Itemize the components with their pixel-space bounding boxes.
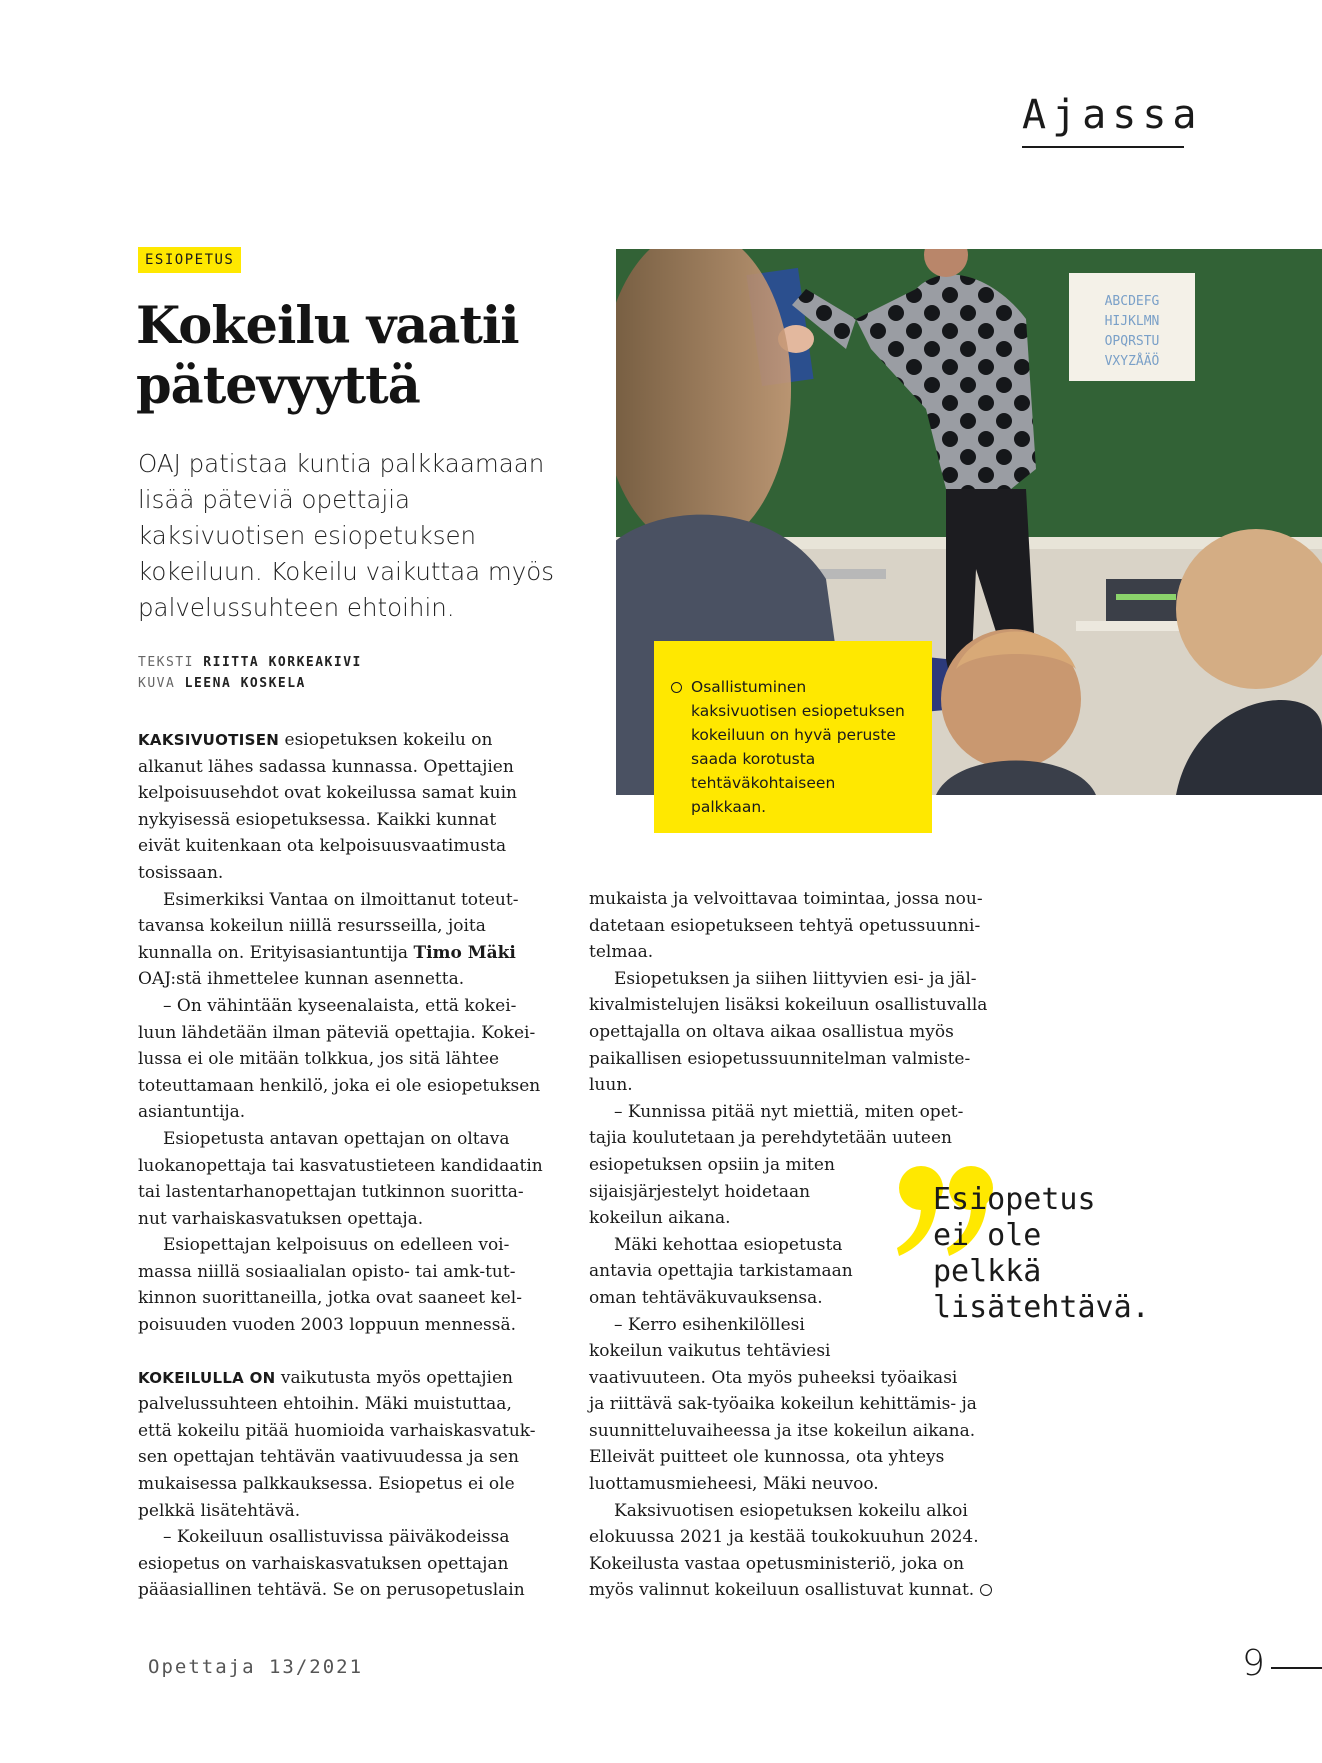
body-paragraph: – On vähintään kyseenalaista, että kokei- luun lähdetään ilman päteviä opettajia. Kokei- lussa ei ole mitään tolkkua, jos sitä lähtee toteuttamaan henkilö, joka ei ole esiopetuksen asiantuntija. [138, 995, 541, 1123]
poster-row-4: VXYZÅÄÖ [1104, 354, 1160, 369]
section-rule [1022, 146, 1184, 148]
paragraph-lead-in: KAKSIVUOTISEN [138, 731, 280, 749]
poster-row-1: ABCDEFG [1104, 294, 1160, 309]
body-column-1 [138, 727, 558, 1604]
photo-credit [138, 673, 362, 694]
body-paragraph [138, 887, 558, 993]
photo-credit-author: LEENA KOSKELA [184, 676, 306, 691]
paragraph-text: esiopetuksen kokeilu on alkanut lähes sadassa kunnassa. Opettajien kelpoisuusehdot ovat kokeilussa samat kuin nykyisessä esiopetuksessa. Kaikki kunnat eivät kuitenkaan ota kelpoisuusvaatimusta tosissaan. [138, 730, 517, 883]
category-tag: ESIOPETUS [138, 247, 241, 273]
headline [136, 296, 556, 416]
page-number: 9 [1242, 1643, 1265, 1684]
section-label: Ajassa [1022, 92, 1203, 138]
text-credit-author: RIITTA KORKEAKIVI [203, 655, 362, 670]
paragraph-text: Kaksivuotisen esiopetuksen kokeilu alkoi elokuussa 2021 ja kestää toukokuuhun 2024. Kokeilusta vastaa opetusministeriö, joka on myös valinnut kokeiluun osallistuvat kunnat. [589, 1500, 979, 1601]
body-paragraph: Mäki kehottaa esiopetusta antavia opettajia tarkistamaan oman tehtäväkuvauksensa. [589, 1234, 853, 1308]
headline-line-1: Kokeilu vaatii [136, 296, 519, 356]
paragraph-lead-in: KOKEILULLA ON [138, 1368, 276, 1387]
body-paragraph: mukaista ja velvoittavaa toimintaa, jossa nou- datetaan esiopetukseen tehtyä opetussuunni- telmaa. [589, 889, 983, 963]
person-name: Timo Mäki [413, 942, 516, 963]
body-paragraph: – Kunnissa pitää nyt miettiä, miten opet- tajia koulutetaan ja perehdytetään uuteen esiopetuksen opsiin ja miten sijaisjärjestelyt hoidetaan kokeilun aikana. [589, 1101, 964, 1229]
photo-caption [654, 641, 932, 833]
text-credit [138, 652, 362, 673]
caption-bullet-icon [671, 682, 682, 693]
pull-quote: Esiopetus ei ole pelkkä lisätehtävä. [933, 1182, 1150, 1325]
caption-text: Osallistuminen kaksivuotisen esiopetuksen kokeiluun on hyvä peruste saada korotusta tehtäväkohtaiseen palkkaan. [691, 678, 905, 816]
photo-credit-label: KUVA [138, 676, 176, 691]
paragraph-text: OAJ:stä ihmettelee kunnan asennetta. [138, 969, 465, 990]
credits [138, 652, 362, 694]
end-mark-icon [980, 1584, 992, 1596]
body-paragraph [138, 727, 558, 887]
issue-footer: Opettaja 13/2021 [148, 1656, 364, 1678]
body-paragraph: – Kerro esihenkilöllesi kokeilun vaikutus tehtäviesi vaativuuteen. Ota myös puheeksi työaikasi ja riittävä sak-työaika kokeilun kehittämis- ja suunnitteluvaiheessa ja itse kokeilun aikana. Elleivät puitteet ole kunnossa, ota yhteys luottamusmieheesi, Mäki neuvoo. [589, 1314, 977, 1495]
paragraph-text: Esimerkiksi Vantaa on ilmoittanut toteut- tavansa kokeilun niillä resursseilla, joita kunnalla on. Erityisasiantuntija [138, 889, 519, 963]
headline-line-2: pätevyyttä [136, 356, 420, 416]
lead-paragraph: OAJ patistaa kuntia palkkaamaan lisää päteviä opettajia kaksivuotisen esiopetuksen kokeiluun. Kokeilu vaikuttaa myös palvelussuhteen ehtoihin. [138, 449, 555, 622]
body-paragraph: Esiopetusta antavan opettajan on oltava luokanopettaja tai kasvatustieteen kandidaatin tai lastentarhanopettajan tutkinnon suoritta- nut varhaiskasvatuksen opettaja. [138, 1128, 543, 1229]
body-paragraph: Esiopettajan kelpoisuus on edelleen voi- massa niillä sosiaalialan opisto- tai amk-tut- kinnon suorittaneilla, jotka ovat saaneet kel- poisuuden vuoden 2003 loppuun mennessä. [138, 1235, 522, 1336]
body-paragraph [138, 1365, 558, 1525]
paragraph-text: vaikutusta myös opettajien palvelussuhteen ehtoihin. Mäki muistuttaa, että kokeilu pitää huomioida varhaiskasvatuk- sen opettajan tehtävän vaativuudessa ja sen mukaisessa palkkauksessa. Esiopetus ei ole pelkkä lisätehtävä. [138, 1367, 536, 1521]
poster-row-3: OPQRSTU [1104, 334, 1160, 349]
body-paragraph: – Kokeiluun osallistuvissa päiväkodeissa esiopetus on varhaiskasvatuksen opettajan pääasiallinen tehtävä. Se on perusopetuslain [138, 1527, 525, 1601]
poster-row-2: HIJKLMN [1104, 314, 1160, 329]
body-paragraph [589, 1498, 1009, 1604]
body-paragraph: Esiopetuksen ja siihen liittyvien esi- ja jäl- kivalmistelujen lisäksi kokeiluun osallistuvalla opettajalla on oltava aikaa osallistua myös paikallisen esiopetussuunnitelman valmiste- luun. [589, 968, 988, 1096]
page-rule [1271, 1667, 1322, 1669]
text-credit-label: TEKSTI [138, 655, 194, 670]
